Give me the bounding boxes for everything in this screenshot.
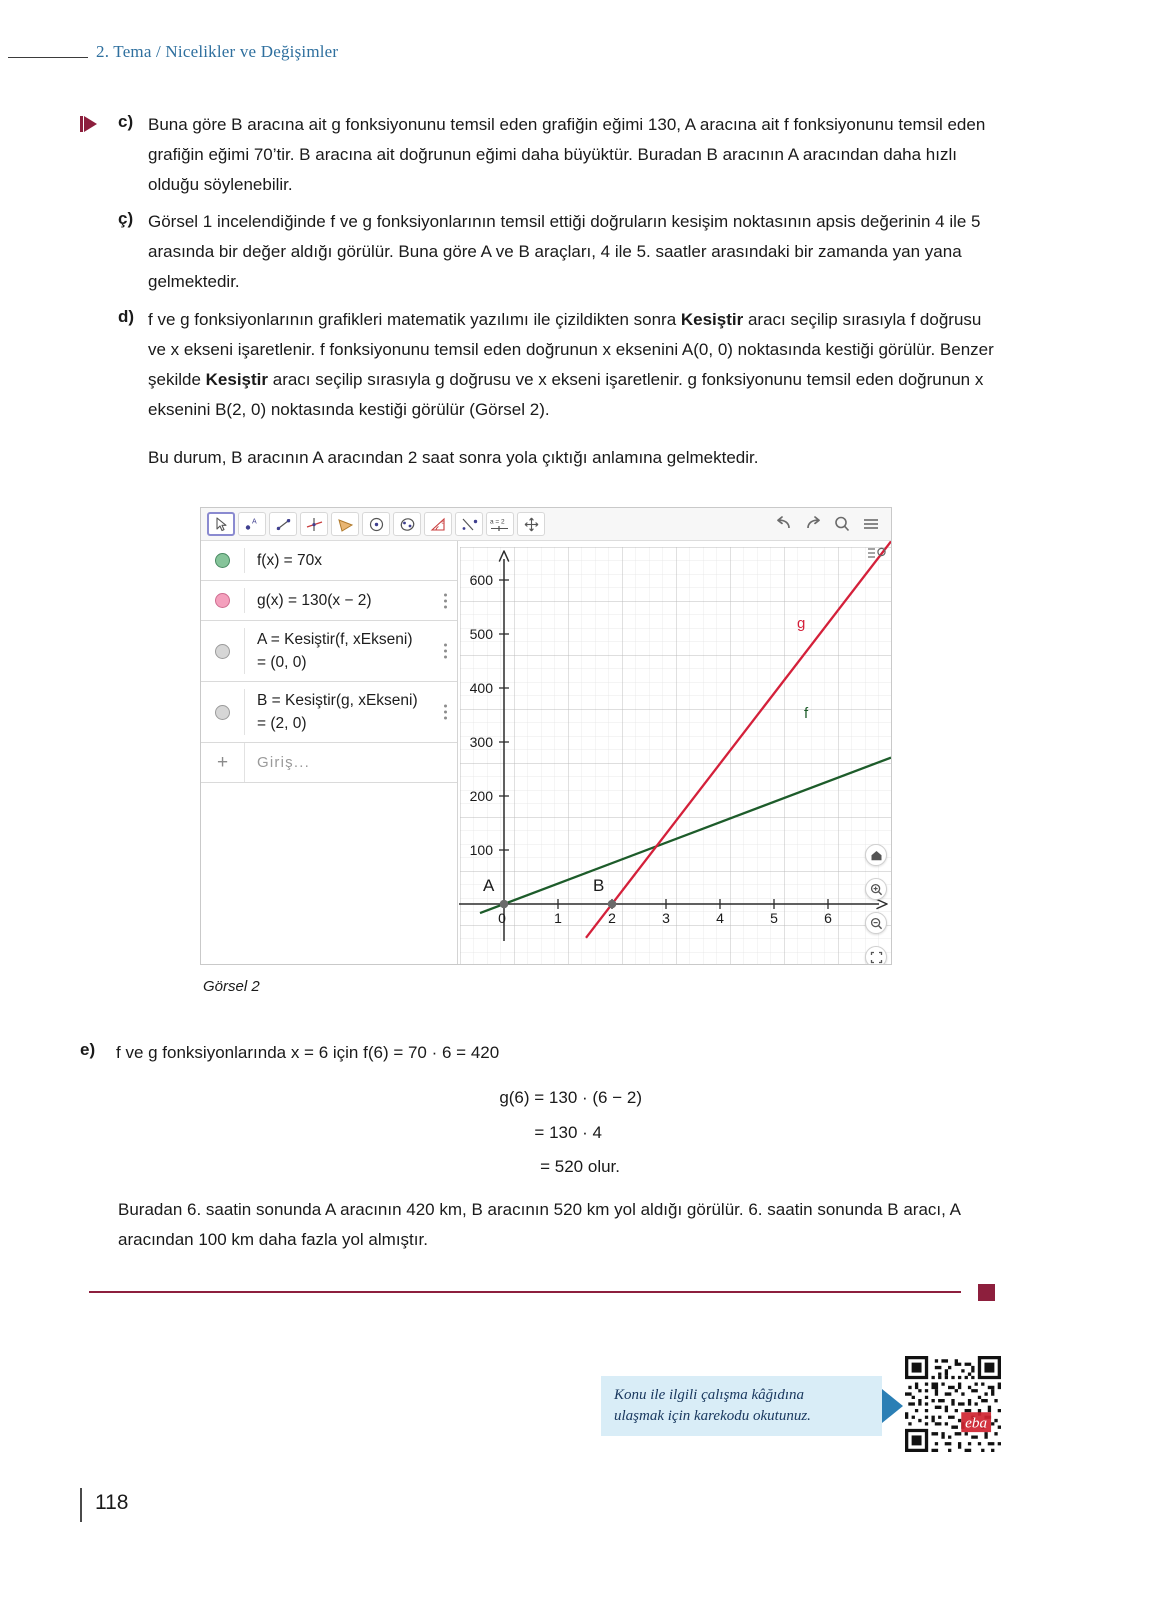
item-c [118,110,1000,200]
item-d-part1: f ve g fonksiyonlarının grafikleri matematik yazılımı ile çizildikten sonra [148,310,681,329]
redo-icon[interactable] [803,514,823,534]
point-label-A: A [483,876,495,895]
svg-text:0: 0 [498,910,506,926]
search-icon[interactable] [832,514,852,534]
point-B [608,900,617,909]
item-e-conclusion [118,1195,1000,1255]
algebra-row-line2: = (0, 0) [257,654,307,671]
qr-callout-line1: Konu ile ilgili çalışma kâğıdına [614,1387,804,1403]
figure-caption: Görsel 2 [203,978,260,995]
triangle-bullet-icon [84,116,97,132]
algebra-row-text [245,628,457,674]
add-row-button[interactable]: + [201,743,245,782]
svg-text:eba: eba [965,1414,988,1432]
object-color-dot-gray[interactable] [215,705,230,720]
item-d-note: Bu durum, B aracının A aracından 2 saat sonra yola çıktığı anlamına gelmektedir. [148,448,759,467]
svg-text:1: 1 [554,910,562,926]
reflect-tool-icon[interactable] [455,512,483,536]
qr-code[interactable] [905,1356,1001,1452]
item-d [118,305,1003,473]
header-rule [8,57,88,58]
svg-text:600: 600 [469,572,493,588]
item-c-cedilla-text: Görsel 1 incelendiğinde f ve g fonksiyonlarının temsil ettiği doğruların kesişim noktasının apsis değerinin 4 ile 5 arasında bir değer aldığı görülür. Buna göre A ve B araçları, 4 ile 5. saatler arasındaki bir zamanda yan yana gelmektedir. [148,212,981,291]
angle-tool-icon[interactable] [424,512,452,536]
algebra-row[interactable] [201,621,457,682]
algebra-row-text [245,549,457,572]
footer-accent-square [978,1284,995,1301]
svg-text:100: 100 [469,842,493,858]
svg-text:4: 4 [716,910,724,926]
visibility-toggle[interactable] [201,548,245,573]
triangle-bullet-bar [80,116,83,132]
item-d-label: d) [118,307,135,326]
svg-text:300: 300 [469,734,493,750]
item-c-text: Buna göre B aracına ait g fonksiyonunu temsil eden grafiğin eğimi 130, A aracına ait f fonksiyonunu temsil eden grafiğin eğimi 70’tir. B aracına ait doğrunun eğimi daha büyüktür. Buradan B aracının A aracından daha hızlı olduğu söylenebilir. [148,115,986,194]
keyword-kesistir-1: Kesiştir [680,310,744,329]
row-options-kebab-icon[interactable] [444,593,448,608]
item-e-conclusion-text: Buradan 6. saatin sonunda A aracının 420 km, B aracının 520 km yol aldığı görülür. 6. saatin sonunda B aracı, A aracından 100 km daha fazla yol almıştır. [118,1200,961,1249]
graphics-style-bar-icon[interactable] [866,544,888,561]
svg-text:α: α [441,519,445,526]
page-header [0,42,1151,72]
qr-callout-box [601,1376,882,1436]
svg-text:200: 200 [469,788,493,804]
point-tool-icon[interactable] [238,512,266,536]
algebra-row[interactable] [201,541,457,581]
geogebra-toolbar[interactable] [201,508,891,541]
object-color-dot-gray[interactable] [215,644,230,659]
ellipse-tool-icon[interactable] [393,512,421,536]
algebra-row-line1: g(x) = 130(x − 2) [257,592,372,609]
object-color-dot-green[interactable] [215,553,230,568]
page-number-rule [80,1488,82,1522]
item-c-label: c) [118,112,134,131]
svg-text:2: 2 [608,910,616,926]
graphics-view[interactable] [459,541,891,964]
home-icon[interactable] [865,844,887,866]
row-options-kebab-icon[interactable] [444,644,448,659]
visibility-toggle[interactable] [201,628,245,674]
slider-tool-icon[interactable] [486,512,514,536]
visibility-toggle[interactable] [201,588,245,613]
svg-text:3: 3 [662,910,670,926]
move-graphics-tool-icon[interactable] [517,512,545,536]
zoom-in-icon[interactable] [865,878,887,900]
point-label-B: B [593,876,605,895]
polygon-tool-icon[interactable] [331,512,359,536]
algebra-row-line1: A = Kesiştir(f, xEkseni) [257,631,413,648]
svg-text:400: 400 [469,680,493,696]
algebra-row[interactable] [201,682,457,743]
perpendicular-line-tool-icon[interactable] [300,512,328,536]
algebra-row-line1: B = Kesiştir(g, xEkseni) [257,692,418,709]
visibility-toggle[interactable] [201,689,245,735]
svg-text:A: A [251,518,257,525]
page-number: 118 [95,1491,129,1514]
footer-rule [89,1291,961,1293]
algebra-row-text [245,589,457,612]
item-d-text [118,305,1003,425]
qr-callout-text [601,1385,811,1427]
algebra-row-line2: = (2, 0) [257,715,307,732]
svg-text:6: 6 [824,910,832,926]
geogebra-toolbar-right[interactable] [774,514,885,534]
algebra-panel[interactable] [201,541,458,964]
equation-g6: g(6) = 130 · (6 − 2) [499,1088,642,1107]
graph-svg [459,541,891,964]
svg-text:500: 500 [469,626,493,642]
algebra-input-placeholder[interactable]: Giriş... [257,754,310,771]
item-c-cedilla [118,207,1000,297]
object-color-dot-pink[interactable] [215,593,230,608]
equation-130-4: = 130 · 4 [534,1123,602,1142]
fullscreen-icon[interactable] [865,946,887,964]
circle-tool-icon[interactable] [362,512,390,536]
undo-icon[interactable] [774,514,794,534]
point-A [500,900,509,909]
zoom-out-icon[interactable] [865,912,887,934]
geogebra-widget[interactable] [200,507,892,965]
algebra-row-text [245,689,457,735]
equation-result: = 520 olur. [540,1157,620,1176]
curve-label-f: f [804,705,809,722]
algebra-input-row[interactable] [201,743,457,783]
header-title: 2. Tema / Nicelikler ve Değişimler [96,42,339,61]
keyword-kesistir-2: Kesiştir [205,370,269,389]
move-tool-icon[interactable] [207,512,235,536]
menu-icon[interactable] [861,514,881,534]
algebra-row-line1: f(x) = 70x [257,552,323,569]
svg-text:5: 5 [770,910,778,926]
item-c-cedilla-label: ç) [118,209,134,228]
item-e-label: e) [80,1040,96,1059]
item-e [80,1038,1000,1068]
item-d-part3: aracı seçilip sırasıyla g doğrusu ve x ekseni işaretlenir. g fonksiyonunu temsil eden doğrunun x eksenini B(2, 0) noktasında kestiği görülür (Görsel 2). [148,370,984,419]
item-e-text: f ve g fonksiyonlarında x = 6 için f(6) = 70 · 6 = 420 [116,1043,500,1062]
algebra-row[interactable] [201,581,457,621]
line-tool-icon[interactable] [269,512,297,536]
qr-callout-line2: ulaşmak için karekodu okutunuz. [614,1408,811,1424]
item-d-part2: aracı seçilip sırasıyla f doğrusu ve x ekseni işaretlenir. f fonksiyonunu temsil eden doğrunun x eksenini A(0, 0) noktasında kestiği görülür. Benzer şekilde [148,310,994,389]
qr-callout-arrow-icon [882,1389,903,1423]
row-options-kebab-icon[interactable] [444,705,448,720]
curve-label-g: g [797,615,806,632]
svg-text:a = 2: a = 2 [490,518,505,525]
